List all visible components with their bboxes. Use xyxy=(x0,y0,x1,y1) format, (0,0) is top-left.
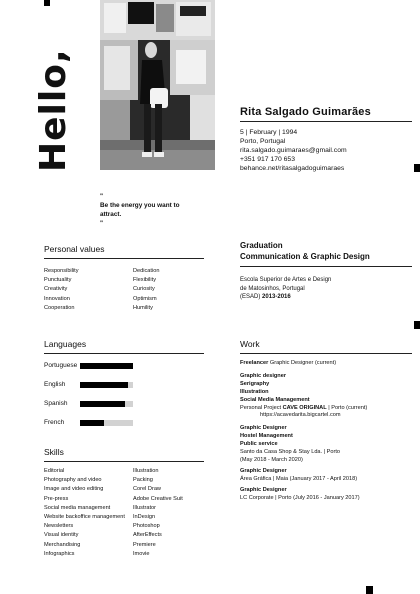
language-name: English xyxy=(44,381,66,388)
person-name: Rita Salgado Guimarães xyxy=(240,106,371,118)
work-place: LC Corporate | Porto (July 2016 - January 2017) xyxy=(240,494,360,501)
skill-item: Merchandising xyxy=(44,541,81,548)
language-level-fill xyxy=(80,363,133,369)
email-link[interactable]: rita.salgado.guimaraes@gmail.com xyxy=(240,147,347,154)
language-level-fill xyxy=(80,382,128,388)
language-level-fill xyxy=(80,420,104,426)
value-item: Cooperation xyxy=(44,304,75,311)
skill-item: Visual identity xyxy=(44,532,79,539)
work-freelancer xyxy=(240,360,410,368)
quote-mark-close: " xyxy=(100,220,104,227)
work-place: Área Gráfica | Maia (January 2017 - April 2018) xyxy=(240,475,358,482)
skill-item: Social media management xyxy=(44,504,111,511)
skill-item: Editorial xyxy=(44,468,65,474)
portfolio-link[interactable]: behance.net/ritasalgadoguimaraes xyxy=(240,165,345,172)
work-role: Hostel Management xyxy=(240,433,293,440)
language-level-bar xyxy=(80,382,133,388)
skill-item: Imovie xyxy=(133,550,150,557)
graduation-school xyxy=(240,276,331,302)
skill-item: Photoshop xyxy=(133,523,160,530)
personal-values-col2 xyxy=(133,267,159,313)
quote xyxy=(100,192,180,228)
graduation-heading: Graduation xyxy=(240,241,283,250)
skill-item: Newsletters xyxy=(44,523,74,530)
skill-item: AfterEffects xyxy=(133,532,162,539)
quote-mark-open: " xyxy=(100,193,104,200)
school-line-2: de Matosinhos, Portugal xyxy=(240,285,305,292)
freelancer-role: Graphic Designer (current) xyxy=(269,360,337,366)
skill-item: Image and video editing xyxy=(44,486,104,493)
value-item: Innovation xyxy=(44,295,70,302)
corner-mark-top xyxy=(44,0,50,6)
work-dates: (May 2018 - March 2020) xyxy=(240,456,303,463)
personal-values-divider xyxy=(44,258,204,259)
hello-heading: Hello, xyxy=(33,48,74,172)
language-name: Portuguese xyxy=(44,362,78,369)
language-level-bar xyxy=(80,363,133,369)
graduation-divider xyxy=(240,266,412,267)
skill-item: Illustrator xyxy=(133,504,157,511)
work-role: Graphic Designer xyxy=(240,467,287,474)
personal-project-name: CAVE ORIGINAL xyxy=(282,404,327,411)
personal-project-suffix: | Porto (current) xyxy=(328,404,368,411)
skill-item: Infographics xyxy=(44,550,75,557)
value-item: Humility xyxy=(133,304,153,311)
skills-divider xyxy=(44,461,204,462)
language-level-fill xyxy=(80,401,125,407)
languages-title: Languages xyxy=(44,339,87,349)
value-item: Curiosity xyxy=(133,286,155,293)
languages-divider xyxy=(44,353,204,354)
birth-date: 5 | February | 1994 xyxy=(240,129,298,136)
freelancer-label: Freelancer xyxy=(240,360,269,366)
quote-line-1: Be the energy you want to xyxy=(100,202,180,209)
skill-item: InDesign xyxy=(133,514,156,521)
language-level-bar xyxy=(80,420,133,426)
value-item: Punctuality xyxy=(44,277,72,284)
language-name: French xyxy=(44,419,65,426)
skill-item: Photography and video xyxy=(44,477,102,484)
value-item: Optimism xyxy=(133,295,157,302)
skill-item: Website backoffice management xyxy=(44,514,125,521)
skills-col1 xyxy=(44,467,125,559)
skill-item: Pre-press xyxy=(44,495,69,502)
skills-col2 xyxy=(133,467,183,559)
contact-block xyxy=(240,128,347,173)
quote-line-2: attract. xyxy=(100,211,122,218)
value-item: Dedication xyxy=(133,268,160,274)
skill-item: Premiere xyxy=(133,541,156,548)
city: Porto, Portugal xyxy=(240,138,286,145)
skill-item: Adobe Creative Suit xyxy=(133,495,183,502)
value-item: Flexibility xyxy=(133,277,157,284)
work-role: Social Media Management xyxy=(240,396,310,403)
personal-values-col1 xyxy=(44,267,79,313)
work-role: Graphic designer xyxy=(240,372,287,379)
skills-title: Skills xyxy=(44,447,64,457)
work-role: Graphic Designer xyxy=(240,425,287,432)
work-role: Graphic Designer xyxy=(240,486,287,493)
school-abbr: (ESAD) xyxy=(240,294,261,301)
personal-values-title: Personal values xyxy=(44,244,105,254)
work-title: Work xyxy=(240,339,260,349)
language-level-bar xyxy=(80,401,133,407)
skill-item: Corel Draw xyxy=(133,486,161,493)
value-item: Creativity xyxy=(44,286,68,293)
personal-project xyxy=(240,405,410,413)
work-role: Serigraphy xyxy=(240,380,270,387)
personal-project-prefix: Personal Project xyxy=(240,404,282,411)
language-name: Spanish xyxy=(44,400,68,407)
name-divider xyxy=(240,121,412,122)
corner-mark-bottom xyxy=(366,586,373,594)
work-role: Public service xyxy=(240,441,278,448)
skill-item: Packing xyxy=(133,477,153,484)
phone: +351 917 170 653 xyxy=(240,156,295,163)
edge-mark-right-mid xyxy=(414,321,420,329)
work-list xyxy=(240,360,410,503)
value-item: Responsibility xyxy=(44,268,79,274)
work-place: Santo da Casa Shop & Stay Lda. | Porto xyxy=(240,449,341,456)
graduation-title xyxy=(240,241,370,262)
graduation-years: 2013-2016 xyxy=(262,294,291,301)
school-line-1: Escola Superior de Artes e Design xyxy=(240,277,332,283)
edge-mark-right-top xyxy=(414,164,420,172)
work-divider xyxy=(240,353,412,354)
portrait-photo xyxy=(100,0,215,170)
work-role: Illustration xyxy=(240,388,269,395)
shop-link[interactable]: https://acavedarita.bigcartel.com xyxy=(260,412,341,419)
graduation-degree: Communication & Graphic Design xyxy=(240,251,370,261)
skill-item: Illustration xyxy=(133,468,159,474)
